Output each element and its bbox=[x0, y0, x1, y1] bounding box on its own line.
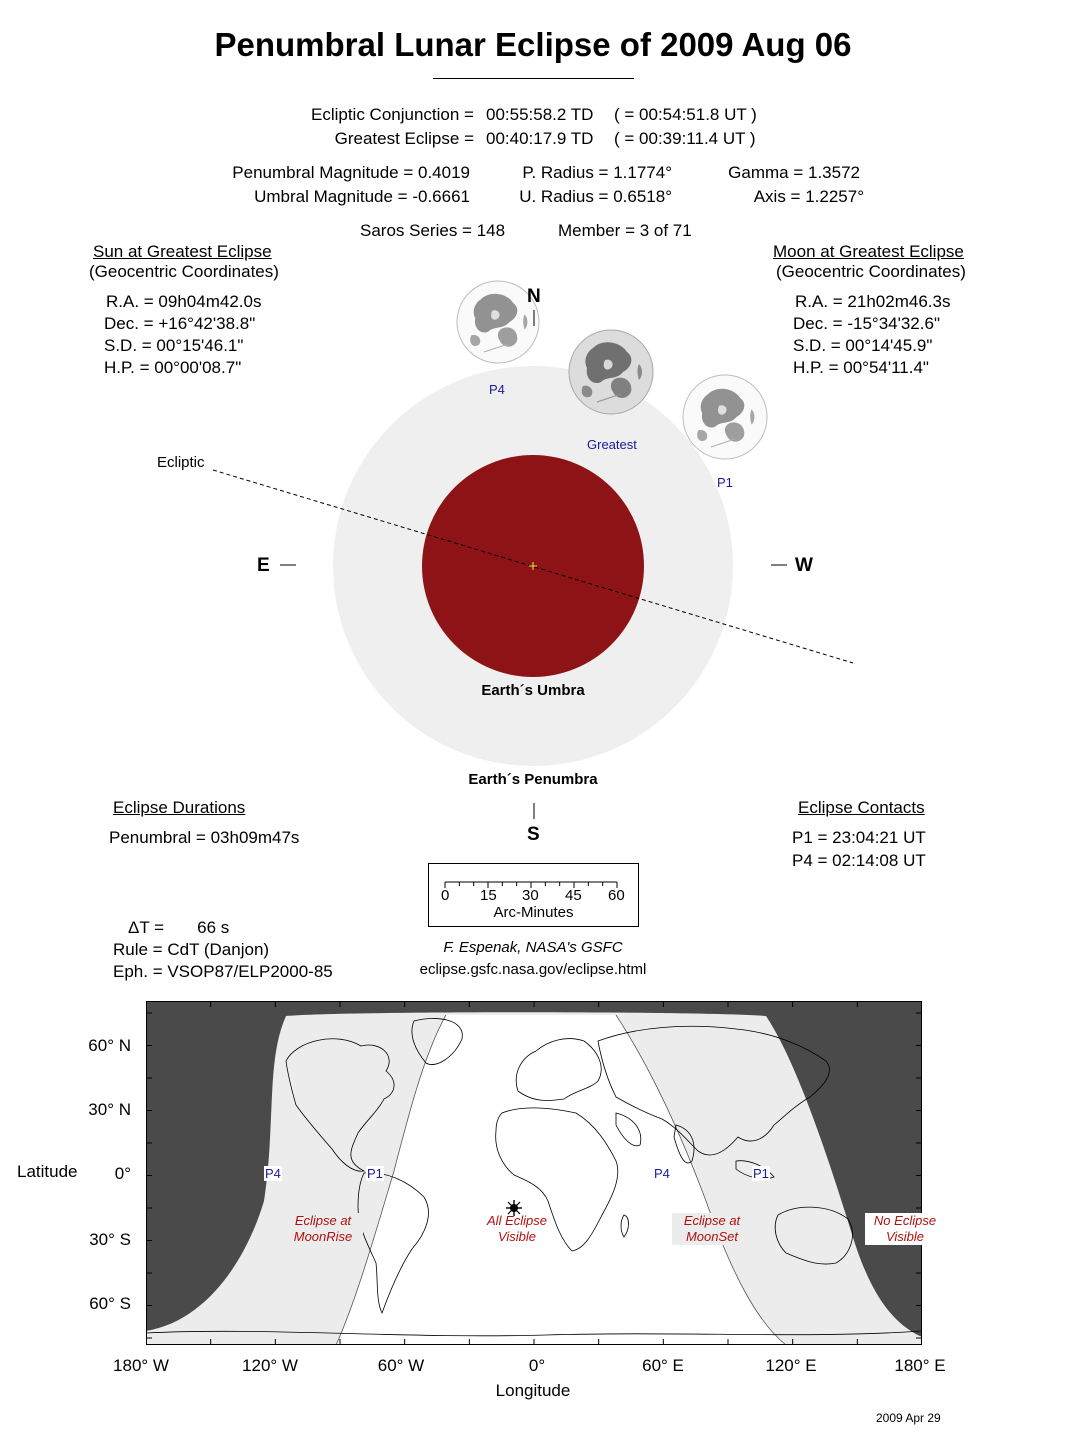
danjon-rule: Rule = CdT (Danjon) bbox=[113, 940, 270, 959]
umbra-label: Earth´s Umbra bbox=[481, 682, 585, 699]
axis-value: Axis = 1.2257° bbox=[753, 187, 864, 206]
lon-tick-120e: 120° E bbox=[765, 1356, 817, 1375]
zone-all-line2: Visible bbox=[497, 1229, 537, 1244]
moon-sd: S.D. = 00°14'45.9" bbox=[793, 336, 933, 355]
greatest-eclipse-td: 00:40:17.9 TD bbox=[486, 129, 594, 148]
map-p4-east-label: P4 bbox=[654, 1166, 670, 1181]
credit-author: F. Espenak, NASA's GSFC bbox=[443, 939, 623, 956]
durations-heading: Eclipse Durations bbox=[113, 798, 246, 817]
ecliptic-conjunction-td: 00:55:58.2 TD bbox=[486, 105, 594, 124]
arc-minute-scale bbox=[428, 863, 639, 927]
zone-moonset-line1: Eclipse at bbox=[683, 1213, 741, 1228]
zone-moonrise-line1: Eclipse at bbox=[294, 1213, 352, 1228]
greatest-eclipse-ut: ( = 00:39:11.4 UT ) bbox=[614, 129, 756, 148]
ecliptic-conjunction-label: Ecliptic Conjunction = bbox=[310, 105, 474, 124]
scale-tick-15: 15 bbox=[480, 887, 497, 904]
zone-moonrise-line2: MoonRise bbox=[293, 1229, 353, 1244]
zone-none-line2: Visible bbox=[885, 1229, 925, 1244]
east-label: E bbox=[257, 555, 270, 576]
date-stamp: 2009 Apr 29 bbox=[876, 1411, 941, 1425]
ecliptic-conjunction-ut: ( = 00:54:51.8 UT ) bbox=[614, 105, 757, 124]
lon-tick-0: 0° bbox=[528, 1356, 546, 1375]
lat-tick-30n: 30° N bbox=[88, 1100, 131, 1119]
scale-label: Arc-Minutes bbox=[493, 904, 574, 921]
ephemeris-source: Eph. = VSOP87/ELP2000-85 bbox=[113, 962, 333, 981]
sun-subheading: (Geocentric Coordinates) bbox=[89, 262, 279, 281]
south-label: S bbox=[527, 824, 540, 845]
umbral-radius: U. Radius = 0.6518° bbox=[519, 187, 672, 206]
p4-diagram-label: P4 bbox=[489, 382, 505, 397]
lat-tick-30s: 30° S bbox=[89, 1230, 131, 1249]
sun-dec: Dec. = +16°42'38.8" bbox=[104, 314, 256, 333]
map-p4-west-label: P4 bbox=[265, 1166, 281, 1181]
map-y-axis-label: Latitude bbox=[17, 1162, 78, 1181]
moon-hp: H.P. = 00°54'11.4" bbox=[793, 358, 929, 377]
contact-p1: P1 = 23:04:21 UT bbox=[792, 828, 926, 847]
penumbral-duration: Penumbral = 03h09m47s bbox=[109, 828, 300, 847]
visibility-map bbox=[146, 1001, 922, 1345]
umbral-magnitude: Umbral Magnitude = -0.6661 bbox=[254, 187, 470, 206]
lat-tick-60s: 60° S bbox=[89, 1294, 131, 1313]
moon-greatest bbox=[569, 330, 653, 414]
zone-moonrise-label bbox=[283, 1213, 363, 1245]
lon-tick-180e: 180° E bbox=[894, 1356, 946, 1375]
zone-moonset-line2: MoonSet bbox=[685, 1229, 739, 1244]
saros-member: Member = 3 of 71 bbox=[558, 221, 692, 240]
penumbral-radius: P. Radius = 1.1774° bbox=[522, 163, 672, 182]
p1-diagram-label: P1 bbox=[717, 475, 733, 490]
credit-url: eclipse.gsfc.nasa.gov/eclipse.html bbox=[419, 961, 647, 978]
moon-subheading: (Geocentric Coordinates) bbox=[776, 262, 966, 281]
zone-moonset-label bbox=[672, 1213, 752, 1245]
zone-all-line1: All Eclipse bbox=[487, 1213, 547, 1228]
north-label: N bbox=[527, 286, 541, 307]
map-p1-east-label: P1 bbox=[753, 1166, 769, 1181]
ecliptic-label: Ecliptic bbox=[157, 454, 205, 471]
lon-tick-60e: 60° E bbox=[642, 1356, 684, 1375]
west-label: W bbox=[795, 555, 813, 576]
map-p1-west-label: P1 bbox=[367, 1166, 383, 1181]
moon-heading: Moon at Greatest Eclipse bbox=[773, 242, 964, 261]
sun-sd: S.D. = 00°15'46.1" bbox=[104, 336, 244, 355]
scale-tick-45: 45 bbox=[565, 887, 582, 904]
contact-p4: P4 = 02:14:08 UT bbox=[792, 851, 926, 870]
scale-tick-30: 30 bbox=[522, 887, 539, 904]
moon-p1 bbox=[683, 375, 767, 459]
delta-t: ΔT = 66 s bbox=[128, 918, 230, 937]
lon-tick-120w: 120° W bbox=[242, 1356, 298, 1375]
penumbra-label: Earth´s Penumbra bbox=[468, 771, 598, 788]
gamma-value: Gamma = 1.3572 bbox=[728, 163, 860, 182]
moon-ra: R.A. = 21h02m46.3s bbox=[795, 292, 951, 311]
penumbral-magnitude: Penumbral Magnitude = 0.4019 bbox=[232, 163, 470, 182]
sun-heading: Sun at Greatest Eclipse bbox=[93, 242, 272, 261]
zone-none-visible-label bbox=[865, 1213, 945, 1245]
sun-hp: H.P. = 00°00'08.7" bbox=[104, 358, 242, 377]
scale-tick-60: 60 bbox=[608, 887, 625, 904]
scale-tick-0: 0 bbox=[441, 887, 450, 904]
lat-tick-0: 0° bbox=[114, 1164, 131, 1183]
greatest-diagram-label: Greatest bbox=[587, 437, 637, 452]
contacts-heading: Eclipse Contacts bbox=[798, 798, 925, 817]
map-x-axis-label: Longitude bbox=[495, 1381, 571, 1400]
lon-tick-180w: 180° W bbox=[113, 1356, 169, 1375]
sun-ra: R.A. = 09h04m42.0s bbox=[106, 292, 262, 311]
page-title: Penumbral Lunar Eclipse of 2009 Aug 06 bbox=[214, 26, 852, 63]
moon-dec: Dec. = -15°34'32.6" bbox=[793, 314, 940, 333]
lon-tick-60w: 60° W bbox=[377, 1356, 425, 1375]
zone-none-line1: No Eclipse bbox=[873, 1213, 937, 1228]
lat-tick-60n: 60° N bbox=[88, 1036, 131, 1055]
saros-series: Saros Series = 148 bbox=[360, 221, 506, 240]
zone-all-visible-label bbox=[477, 1213, 557, 1245]
greatest-eclipse-label: Greatest Eclipse = bbox=[334, 129, 474, 148]
